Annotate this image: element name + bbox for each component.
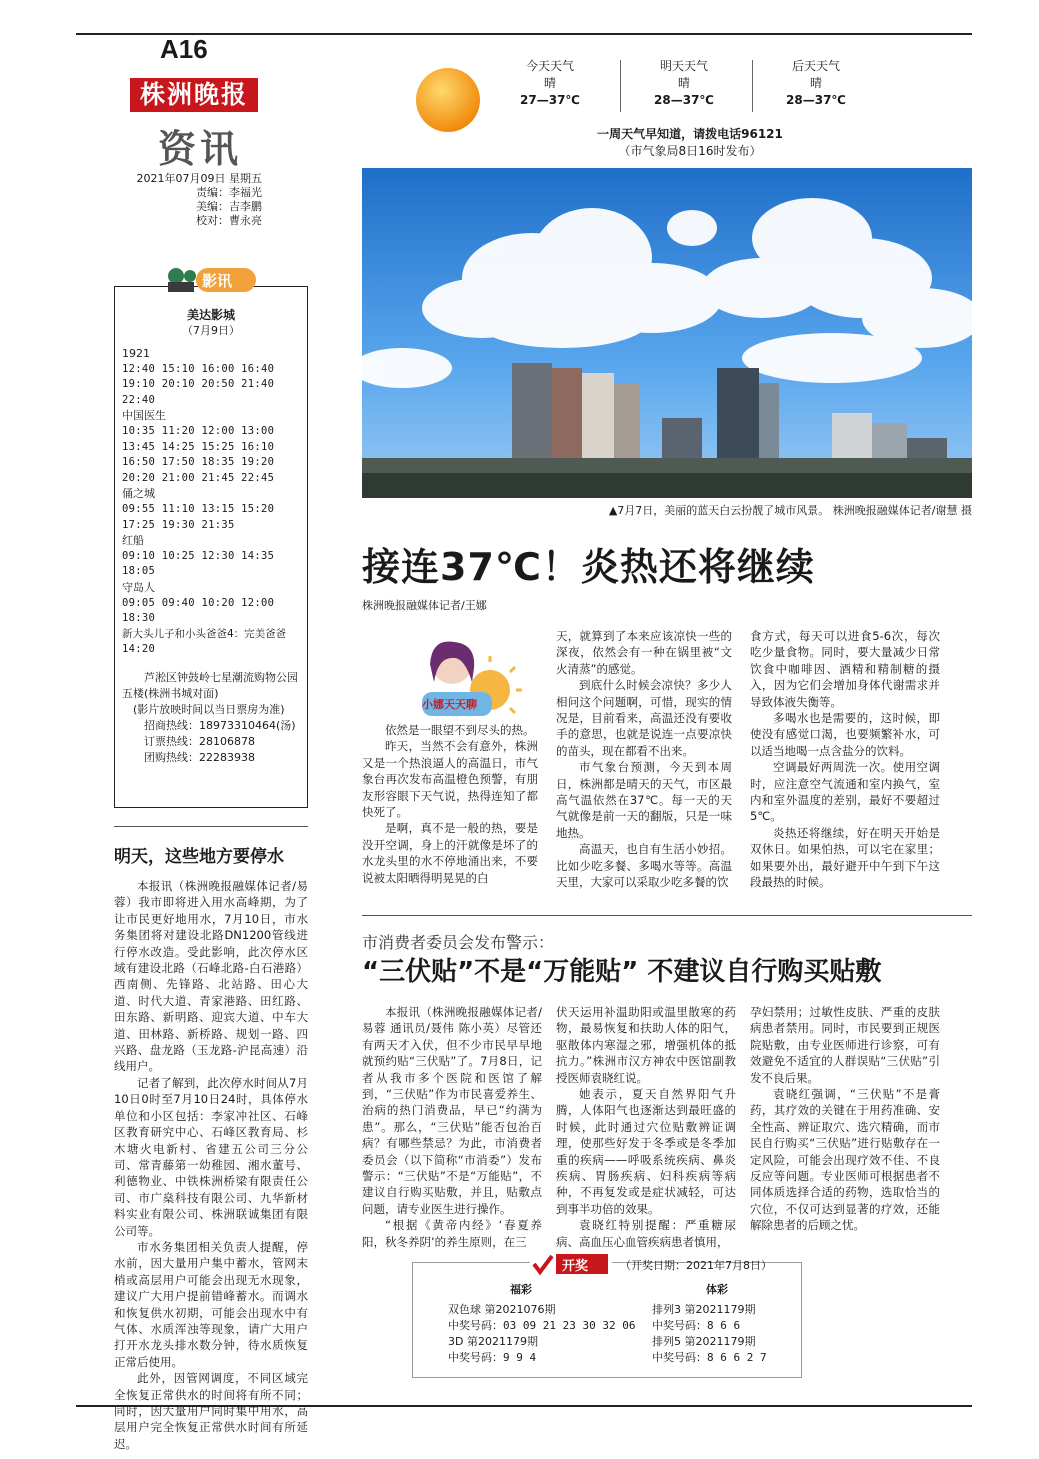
second-headline: “三伏贴”不是“万能贴” 不建议自行购买贴敷: [362, 957, 882, 987]
film-item: 红船 09:10 10:25 12:30 14:35 18:05: [122, 534, 275, 578]
city-skyline-image: [362, 168, 972, 498]
proof-credit: 校对：曹永亮: [196, 214, 262, 227]
issue-date: 2021年07月09日 星期五: [136, 172, 262, 185]
city-photo: [362, 168, 972, 498]
lottery-badge: 开奖: [530, 1252, 612, 1276]
hotline-business: 招商热线：18973310464(汤): [144, 719, 296, 732]
lottery-draw-date: （开奖日期：2021年7月8日）: [620, 1259, 772, 1272]
weather-divider: [752, 60, 753, 112]
main-byline: 株洲晚报融媒体记者/王娜: [362, 599, 487, 612]
left-headline: 明天，这些地方要停水: [114, 847, 284, 867]
hotline-group: 团购热线：22283938: [144, 751, 255, 764]
editor-credit: 责编：李福光: [196, 186, 262, 199]
second-kicker: 市消费者委员会发布警示：: [362, 933, 555, 952]
sun-icon: [412, 64, 484, 136]
weather-today: 今天天气 晴 27—37℃: [520, 59, 580, 107]
columnist-badge: [398, 634, 538, 720]
main-article-col3: 食方式，每天可以进食5-6次，每次吃少量食物。同时，要大量减少日常饮食中咖啡因、酒精和精制糖的摄入，因为它们会增加身体代谢需求并导致体液失衡等。 多喝水也是需要的，这时候，即使没有感觉口渴，也要频繁补水，可以适当地喝一点含盐分的饮料。 空调最好两周洗一次。使用空调时，应注意空气流通和室内换气，室内和室外温度的差别，最好不要超过5℃。 炎热还将继续，好在明天开始是双休日。如果怕热，可以宅在家里；如果要外出，最好避开中午到下午这段最热的时候。: [750, 629, 940, 890]
cinema-date: （7月9日）: [182, 324, 240, 337]
main-headline: 接连37℃！炎热还将继续: [362, 545, 815, 589]
lottery-left-header: 福彩: [510, 1283, 532, 1296]
weather-day-after: 后天天气 晴 28—37℃: [786, 59, 846, 107]
lottery-left-results: 双色球 第2021076期 中奖号码：03 09 21 23 30 32 06 3D 第2021179期 中奖号码：9 9 4: [448, 1303, 636, 1364]
film-item: 中国医生 10:35 11:20 12:00 13:00 13:45 14:25 15:25 16:10 16:50 17:50 18:35 19:20 20:20 21:00 21:45 22:45: [122, 409, 275, 484]
top-rule: [76, 33, 972, 35]
left-article-body: 本报讯（株洲晚报融媒体记者/易蓉）我市即将进入用水高峰期，为了让市民更好地用水，7月10日，市水务集团将对建设北路DN1200管线进行停水改造。受此影响，此次停水区域有建设北路（石峰北路-白石港路）西南侧、先锋路、北站路、田心大道、时代大道、青家港路、田红路、田东路、新明路、迎宾大道、中车大道、田林路、新桥路、规划一路、四兴路、盘龙路（玉龙路-沪昆高速）沿线用户。 记者了解到，此次停水时间从7月10日0时至7月10日24时，具体停水单位和小区包括：李家冲社区、石峰区教育研究中心、石峰区教育局、杉木塘火电新村、省建五公司三分公司、常青藤第一幼稚园、湘水董号、利德物业、中铁株洲桥梁有限责任公司、市广燊科技有限公司、九华新材料实业有限公司、株洲联诚集团有限公司等。 市水务集团相关负责人提醒，停水前，因大量用户集中蓄水，管网末梢或高层用户可能会出现无水现象，建议广大用户提前错峰蓄水。而调水和恢复供水初期，可能会出现水中有气体、水质浑浊等现象，请广大用户打开水龙头排水数分钟，待水质恢复正常后使用。 此外，因管网调度，不同区域完全恢复正常供水的时间将有所不同；同时，因大量用户同时集中用水，高层用户完全恢复正常供水时间有所延迟。: [114, 879, 308, 1451]
dateline: [132, 172, 262, 228]
cinema-tag: 影讯: [162, 264, 258, 296]
cinema-address: 芦淞区钟鼓岭七星潮流购物公园五楼(株洲书城对面): [122, 671, 298, 700]
left-divider: [114, 826, 308, 827]
section-divider: [362, 915, 972, 916]
newspaper-logo: 株洲晚报: [130, 78, 258, 112]
weather-note: 一周天气早知道，请拨电话96121 （市气象局8日16时发布）: [597, 127, 783, 158]
columnist-tag: 小娜天天聊: [422, 698, 477, 711]
cinema-info: [122, 670, 304, 766]
second-article-col3: 孕妇禁用；过敏性皮肤、严重的皮肤病患者禁用。同时，市民要到正规医院贴敷，由专业医师进行诊察，可有效避免不适宜的人群误贴“三伏贴”引发不良后果。 袁晓红强调，“三伏贴”不是膏药，其疗效的关键在于用药准确、安全性高、辨证取穴、选穴精确，而市民自行购买“三伏贴”进行贴敷存在一定风险，可能会出现疗效不佳、不良反应等问题。专业医师可根据患者不同体质选择合适的药物，选取恰当的穴位，不仅可达到显著的疗效，还能解除患者的后顾之忧。: [750, 1005, 940, 1233]
page-number: A16: [160, 34, 208, 64]
main-article-col1: 依然是一眼望不到尽头的热。 昨天，当然不会有意外，株洲又是一个热浪逼人的高温日，市气象台再次发布高温橙色预警，有朋友形容眼下天气说，热得连知了都快死了。 是啊，真不是一般的热，要是没开空调，身上的汗就像是坏了的水龙头里的水不停地涌出来，不要说被太阳晒得明晃晃的白: [362, 723, 538, 885]
cinema-note: (影片放映时间以当日票房为准): [133, 703, 285, 716]
second-article-col2: 伏天运用补温助阳或温里散寒的药物，最易恢复和扶助人体的阳气，驱散体内寒湿之邪，增强机体的抵抗力。”株洲市汉方神农中医馆副教授医师袁晓红说。 她表示，夏天自然界阳气升腾，人体阳气也逐渐达到最旺盛的时候，此时通过穴位贴敷辨证调理，使那些好发于冬季或是冬季加重的疾病——呼吸系统疾病、鼻炎疾病、胃肠疾病、妇科疾病等病种，不再复发或是症状减轻，可达到事半功倍的效果。 袁晓红特别提醒：严重糖尿病、高血压心血管疾病患者慎用，: [556, 1005, 736, 1249]
lottery-right-results: 排列3 第2021179期 中奖号码：8 6 6 排列5 第2021179期 中奖号码：8 6 6 2 7: [652, 1303, 767, 1364]
art-editor-credit: 美编：吉李鹏: [196, 200, 262, 213]
film-schedule: [122, 346, 304, 658]
weather-tomorrow: 明天天气 晴 28—37℃: [654, 59, 714, 107]
section-title: 资讯: [158, 126, 243, 171]
film-item: 新大头儿子和小头爸爸4：完美爸爸 14:20: [122, 627, 287, 656]
lottery-right-header: 体彩: [706, 1283, 728, 1296]
film-item: 守岛人 09:05 09:40 10:20 12:00 18:30: [122, 580, 275, 625]
main-article-col2: 天，就算到了本来应该凉快一些的深夜，依然会有一种在锅里被“文火清蒸”的感觉。 到底什么时候会凉快？多少人相问这个问题啊，可惜，现实的情况是，目前看来，高温还没有要收手的意思，也就是说连一点要凉快的苗头，现在都看不出来。 市气象台预测，今天到本周日，株洲都是晴天的天气，市区最高气温依然在37℃。每一天的天气就像是前一天的翻版，只是一味地热。 高温天，也自有生活小妙招。比如少吃多餐、多喝水等等。高温天里，大家可以采取少吃多餐的饮: [556, 629, 732, 890]
cinema-title: 美达影城: [186, 308, 235, 322]
film-item: 1921 12:40 15:10 16:00 16:40 19:10 20:10 20:50 21:40 22:40: [122, 347, 275, 406]
film-item: 俑之城 09:55 11:10 13:15 15:20 17:25 19:30 21:35: [122, 487, 275, 531]
hotline-booking: 订票热线：28106878: [144, 735, 255, 748]
weather-divider: [620, 60, 621, 112]
second-article-col1: 本报讯（株洲晚报融媒体记者/易蓉 通讯员/聂伟 陈小英）尽管还有两天才入伏，但不少市民早早地就预约贴“三伏贴”了。7月8日，记者从我市多个医院和医馆了解到，“三伏贴”作为市民喜爱养生、治病的热门消费品，早已“约满为患”。那么，“三伏贴”能否包治百病？有哪些禁忌？为此，市消费者委员会（以下简称“市消委”）发布警示：“三伏贴”不是“万能贴”，不建议自行购买贴敷，并且，贴敷点问题，请专业医生进行操作。 “根据《黄帝内经》‘春夏养阳，秋冬养阴’的养生原则，在三: [362, 1005, 542, 1249]
photo-caption: ▲7月7日，美丽的蓝天白云扮靓了城市风景。 株洲晚报融媒体记者/谢慧 摄: [608, 504, 972, 517]
